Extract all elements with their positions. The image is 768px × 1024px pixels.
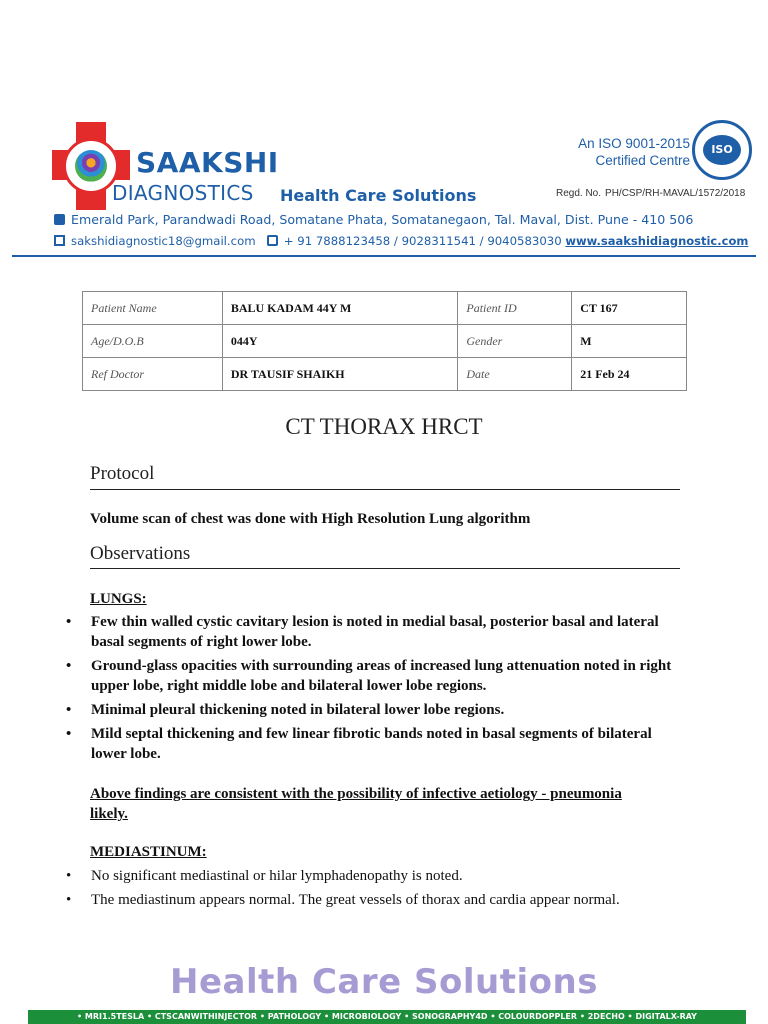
patient-id-value: CT 167 [572, 292, 687, 325]
date-value: 21 Feb 24 [572, 358, 687, 391]
list-item: • Mild septal thickening and few linear fibrotic bands noted in basal segments of bilateral lower lobe. [66, 724, 678, 764]
patient-name-value: BALU KADAM 44Y M [222, 292, 458, 325]
phone-numbers: + 91 7888123458 / 9028311541 / 9040583030 [283, 234, 562, 248]
protocol-text: Volume scan of chest was done with High Resolution Lung algorithm [90, 511, 531, 527]
services-bar: • MRI1.5TESLA • CTSCANWITHINJECTOR • PATHOLOGY • MICROBIOLOGY • SONOGRAPHY4D • COLOURDOPPLER • 2DECHO • DIGITALX-RAY [28, 1010, 746, 1024]
ref-doctor-label: Ref Doctor [83, 358, 223, 391]
gender-value: M [572, 325, 687, 358]
lungs-heading: LUNGS: [90, 591, 147, 607]
mediastinum-heading: MEDIASTINUM: [90, 844, 207, 860]
age-value: 044Y [222, 325, 458, 358]
observations-heading: Observations [90, 543, 191, 564]
address-line [54, 212, 693, 227]
brand-subtitle: DIAGNOSTICS [112, 181, 254, 205]
observations-divider [90, 568, 680, 569]
registration-number [556, 188, 745, 199]
mediastinum-findings-list [66, 866, 678, 914]
gender-label: Gender [458, 325, 572, 358]
list-item: • Ground-glass opacities with surrounding areas of increased lung attenuation noted in right upper lobe, right middle lobe and bilateral lower lobe regions. [66, 656, 678, 696]
brand-name: SAAKSHI [136, 146, 279, 179]
footer-tagline: Health Care Solutions [170, 962, 598, 1002]
patient-id-label: Patient ID [458, 292, 572, 325]
iso-badge-text: ISO [703, 135, 741, 165]
email-link[interactable]: sakshidiagnostic18@gmail.com [71, 234, 256, 248]
protocol-heading: Protocol [90, 463, 155, 484]
lungs-findings-list [66, 612, 678, 768]
ref-doctor-value: DR TAUSIF SHAIKH [222, 358, 458, 391]
iso-certification [560, 135, 690, 169]
patient-info-table [82, 291, 687, 391]
table-row [83, 358, 687, 391]
address-text: Emerald Park, Parandwadi Road, Somatane Phata, Somatanegaon, Tal. Maval, Dist. Pune - 410 506 [71, 212, 694, 227]
mail-icon [54, 235, 65, 246]
date-label: Date [458, 358, 572, 391]
patient-name-label: Patient Name [83, 292, 223, 325]
website-link[interactable]: www.saakshidiagnostic.com [565, 234, 749, 248]
location-pin-icon [54, 214, 65, 225]
list-item: • Minimal pleural thickening noted in bilateral lower lobe regions. [66, 700, 678, 720]
iso-line-2: Certified Centre [595, 153, 690, 168]
impression-text: Above findings are consistent with the possibility of infective aetiology - pneumonia likely. [90, 786, 622, 822]
protocol-divider [90, 489, 680, 490]
table-row [83, 292, 687, 325]
table-row [83, 325, 687, 358]
phone-icon [267, 235, 278, 246]
regd-label: Regd. No. [556, 188, 602, 199]
regd-value: PH/CSP/RH-MAVAL/1572/2018 [605, 188, 746, 199]
iso-line-1: An ISO 9001-2015 [578, 136, 690, 151]
list-item: • The mediastinum appears normal. The great vessels of thorax and cardia appear normal. [66, 890, 678, 910]
brand-tagline: Health Care Solutions [280, 186, 477, 205]
iso-badge-icon [692, 120, 752, 180]
list-item: • No significant mediastinal or hilar lymphadenopathy is noted. [66, 866, 678, 886]
report-title: CT THORAX HRCT [285, 414, 483, 439]
age-label: Age/D.O.B [83, 325, 223, 358]
list-item: • Few thin walled cystic cavitary lesion is noted in medial basal, posterior basal and lateral basal segments of right lower lobe. [66, 612, 678, 652]
contact-line [54, 234, 748, 248]
header-divider [12, 255, 756, 257]
